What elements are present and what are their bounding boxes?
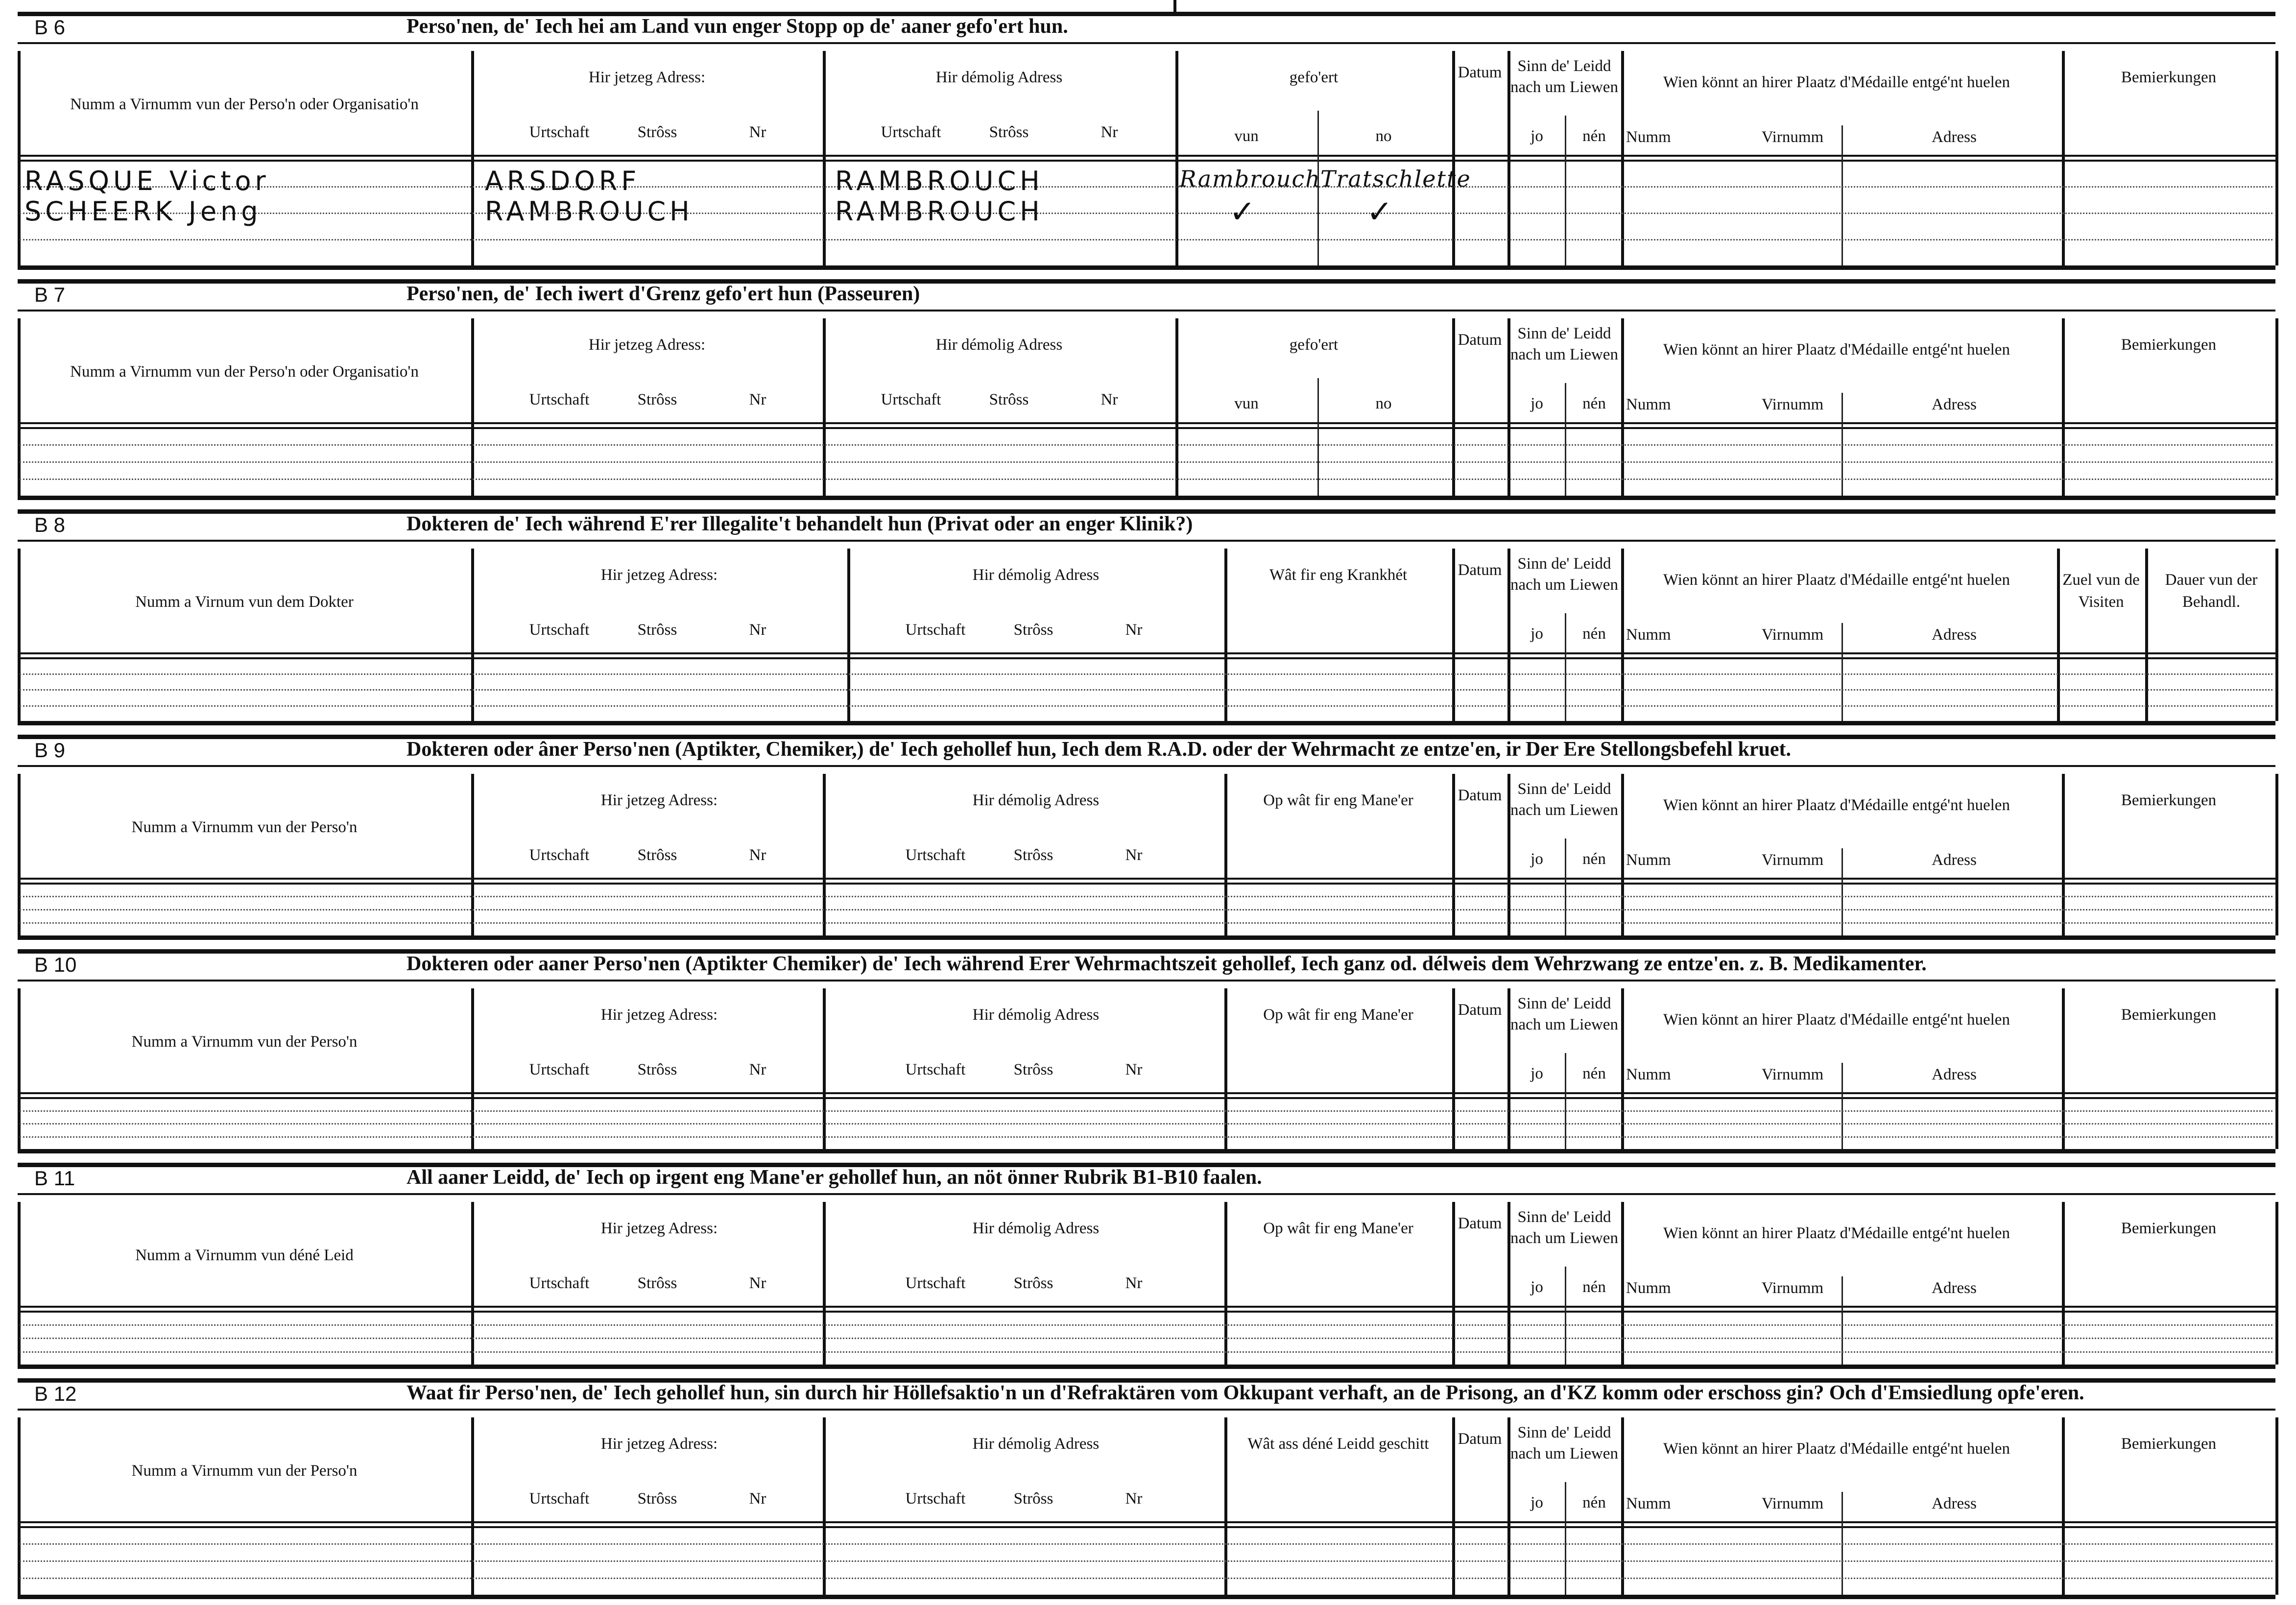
firstname-header: Virnumm <box>1761 1279 1824 1297</box>
column-divider <box>2062 988 2065 1149</box>
section-number: B 6 <box>34 16 66 39</box>
entry-row-line <box>20 186 2272 188</box>
column-divider <box>1175 51 1178 265</box>
middle-column-header: gefo'ert <box>1289 69 1339 86</box>
entry-name[interactable]: RASQUE Victor <box>24 166 270 196</box>
header-bottom-rule-2 <box>18 1097 2275 1099</box>
column-divider <box>2062 774 2065 935</box>
street-header: Strôss <box>1013 1274 1053 1292</box>
entry-row-line <box>20 444 2272 446</box>
address-header: Adress <box>1932 396 1977 413</box>
surname-header: Numm <box>1626 128 1671 146</box>
medal-header: Wien könnt an hirer Plaatz d'Médaille entgé'nt huelen <box>1663 1440 2010 1458</box>
entry-row-line <box>20 1560 2272 1562</box>
locality-header: Urtschaft <box>529 1061 590 1078</box>
section-title-rule <box>18 1409 2275 1411</box>
column-divider <box>1175 318 1178 496</box>
name-column-header: Numm a Virnumm vun der Perso'n oder Organisatio'n <box>70 96 419 113</box>
section-bottom-rule <box>18 265 2275 270</box>
street-header: Strôss <box>637 846 677 864</box>
medal-name-divider <box>1842 125 1843 265</box>
current-address-header: Hir jetzeg Adress: <box>588 336 706 354</box>
no-header: nén <box>1582 395 1606 412</box>
number-header: Nr <box>1125 621 1143 639</box>
to-header: no <box>1375 127 1392 145</box>
street-header: Strôss <box>637 1274 677 1292</box>
still-alive-header: Sinn de' Leidd nach um Liewen <box>1510 1208 1618 1247</box>
middle-column-header: Wât fir eng Krankhét <box>1269 566 1408 584</box>
section-title: All aaner Leidd, de' Iech op irgent eng Mane'er gehollef hun, an nöt önner Rubrik B1-B10 faalen. <box>407 1166 1262 1189</box>
number-header: Nr <box>749 1490 766 1508</box>
previous-address-header: Hir démolig Adress <box>972 791 1100 809</box>
still-alive-header: Sinn de' Leidd nach um Liewen <box>1510 57 1618 96</box>
surname-header: Numm <box>1626 851 1671 869</box>
locality-header: Urtschaft <box>881 123 941 141</box>
street-header: Strôss <box>1013 1061 1053 1078</box>
section-bottom-rule <box>18 935 2275 940</box>
remarks-header: Bemierkungen <box>2121 1220 2217 1237</box>
yes-header: jo <box>1531 1278 1543 1296</box>
date-header: Datum <box>1458 1430 1502 1448</box>
header-bottom-rule-2 <box>18 657 2275 659</box>
column-divider <box>2062 1417 2065 1595</box>
surname-header: Numm <box>1626 1066 1671 1083</box>
address-header: Adress <box>1932 1495 1977 1512</box>
still-alive-header: Sinn de' Leidd nach um Liewen <box>1510 995 1618 1033</box>
yes-header: jo <box>1531 395 1543 412</box>
entry-name[interactable]: SCHEERK Jeng <box>24 196 262 227</box>
entry-row-line <box>20 673 2272 675</box>
jo-nen-divider <box>1565 116 1566 265</box>
street-header: Strôss <box>1013 846 1053 864</box>
header-bottom-rule-2 <box>18 1311 2275 1313</box>
no-header: nén <box>1582 625 1606 643</box>
yes-header: jo <box>1531 1494 1543 1511</box>
top-crop-mark <box>1173 0 1176 13</box>
entry-previous-locality[interactable]: RAMBROUCH <box>835 166 1044 196</box>
medal-header: Wien könnt an hirer Plaatz d'Médaille entgé'nt huelen <box>1663 571 2010 589</box>
header-bottom-rule-2 <box>18 427 2275 429</box>
column-divider <box>1621 1417 1624 1595</box>
medal-header: Wien könnt an hirer Plaatz d'Médaille entgé'nt huelen <box>1663 796 2010 814</box>
previous-address-header: Hir démolig Adress <box>972 1220 1100 1237</box>
column-divider <box>2275 1202 2278 1365</box>
firstname-header: Virnumm <box>1761 1066 1824 1083</box>
column-divider <box>1224 1202 1227 1365</box>
locality-header: Urtschaft <box>529 391 590 408</box>
number-header: Nr <box>749 1274 766 1292</box>
surname-header: Numm <box>1626 396 1671 413</box>
firstname-header: Virnumm <box>1761 1495 1824 1512</box>
locality-header: Urtschaft <box>905 621 966 639</box>
date-header: Datum <box>1458 1215 1502 1232</box>
number-header: Nr <box>1125 1061 1143 1078</box>
previous-address-header: Hir démolig Adress <box>935 336 1063 354</box>
remarks-header: Bemierkungen <box>2121 791 2217 809</box>
medal-header: Wien könnt an hirer Plaatz d'Médaille entgé'nt huelen <box>1663 73 2010 91</box>
number-header: Nr <box>1100 123 1118 141</box>
column-divider <box>1224 549 1227 721</box>
header-bottom-rule <box>18 1521 2275 1523</box>
number-header: Nr <box>749 846 766 864</box>
column-divider <box>1621 318 1624 496</box>
column-divider <box>18 51 21 265</box>
name-column-header: Numm a Virnumm vun der Perso'n <box>131 818 358 836</box>
from-header: vun <box>1234 395 1259 412</box>
yes-header: jo <box>1531 850 1543 868</box>
medal-header: Wien könnt an hirer Plaatz d'Médaille entgé'nt huelen <box>1663 341 2010 359</box>
section-title: Waat fir Perso'nen, de' Iech gehollef hun, sin durch hir Höllefsaktio'n un d'Refraktären vom Okkupant verhaft, an de Prisong, an d'KZ komm oder erschoss gin? Och d'Emsiedlung opfe'eren. <box>407 1382 2084 1404</box>
name-column-header: Numm a Virnumm vun déné Leid <box>135 1246 354 1264</box>
section-title-rule <box>18 310 2275 311</box>
previous-address-header: Hir démolig Adress <box>972 566 1100 584</box>
name-column-header: Numm a Virnum vun dem Dokter <box>135 593 354 611</box>
section-title: Dokteren de' Iech während E'rer Illegalite't behandelt hun (Privat oder an enger Klinik?) <box>407 513 1193 535</box>
address-header: Adress <box>1932 1279 1977 1297</box>
street-header: Strôss <box>1013 621 1053 639</box>
section-bottom-rule <box>18 1595 2275 1599</box>
firstname-header: Virnumm <box>1761 626 1824 644</box>
firstname-header: Virnumm <box>1761 396 1824 413</box>
entry-row-line <box>20 896 2272 897</box>
entry-row-line <box>20 213 2272 214</box>
section-bottom-rule <box>18 1365 2275 1369</box>
section-title-rule <box>18 765 2275 767</box>
entry-row-line <box>20 909 2272 910</box>
column-divider <box>1621 51 1624 265</box>
middle-column-header: Op wât fir eng Mane'er <box>1263 1006 1413 1024</box>
current-address-header: Hir jetzeg Adress: <box>600 1006 718 1024</box>
entry-to[interactable]: Tratschlette <box>1320 166 1471 192</box>
column-divider <box>18 1417 21 1595</box>
header-bottom-rule <box>18 1306 2275 1308</box>
entry-row-line <box>20 479 2272 480</box>
entry-row-line <box>20 1543 2272 1545</box>
entry-row-line <box>20 1351 2272 1353</box>
number-header: Nr <box>749 391 766 408</box>
date-header: Datum <box>1458 64 1502 81</box>
number-header: Nr <box>749 621 766 639</box>
header-bottom-rule <box>18 652 2275 654</box>
section-number: B 9 <box>34 739 66 762</box>
name-column-header: Numm a Virnumm vun der Perso'n <box>131 1462 358 1480</box>
section-bottom-rule <box>18 1149 2275 1153</box>
street-header: Strôss <box>637 621 677 639</box>
number-header: Nr <box>1125 1274 1143 1292</box>
visits-header: Zuel vun de Visiten <box>2062 571 2140 611</box>
no-header: nén <box>1582 1494 1606 1511</box>
street-header: Strôss <box>637 391 677 408</box>
header-bottom-rule <box>18 422 2275 424</box>
jo-nen-divider <box>1565 613 1566 721</box>
column-divider <box>1224 988 1227 1149</box>
number-header: Nr <box>749 123 766 141</box>
surname-header: Numm <box>1626 1279 1671 1297</box>
still-alive-header: Sinn de' Leidd nach um Liewen <box>1510 555 1618 594</box>
locality-header: Urtschaft <box>529 846 590 864</box>
current-address-header: Hir jetzeg Adress: <box>588 69 706 86</box>
section-title-rule <box>18 42 2275 44</box>
surname-header: Numm <box>1626 626 1671 644</box>
still-alive-header: Sinn de' Leidd nach um Liewen <box>1510 780 1618 819</box>
middle-column-header: Wât ass déné Leidd geschitt <box>1247 1435 1429 1453</box>
yes-header: jo <box>1531 127 1543 145</box>
still-alive-header: Sinn de' Leidd nach um Liewen <box>1510 325 1618 363</box>
section-title-rule <box>18 980 2275 982</box>
still-alive-header: Sinn de' Leidd nach um Liewen <box>1510 1424 1618 1462</box>
header-bottom-rule <box>18 1092 2275 1094</box>
yes-header: jo <box>1531 1065 1543 1082</box>
column-divider <box>2275 774 2278 935</box>
locality-header: Urtschaft <box>905 1490 966 1508</box>
section-title: Dokteren oder âner Perso'nen (Aptikter, Chemiker,) de' Iech gehollef hun, Iech dem R.A.D. oder der Wehrmacht ze entze'en, ir Der Ere Stellongsbefehl kruet. <box>407 738 1791 761</box>
date-header: Datum <box>1458 561 1502 579</box>
section-title-rule <box>18 1193 2275 1195</box>
header-bottom-rule <box>18 155 2275 157</box>
column-divider <box>2275 1417 2278 1595</box>
vun-no-divider <box>1317 378 1319 496</box>
address-header: Adress <box>1932 1066 1977 1083</box>
locality-header: Urtschaft <box>881 391 941 408</box>
current-address-header: Hir jetzeg Adress: <box>600 791 718 809</box>
entry-row-line <box>20 1136 2272 1138</box>
previous-address-header: Hir démolig Adress <box>972 1435 1100 1453</box>
column-divider <box>1224 1417 1227 1595</box>
header-bottom-rule <box>18 878 2275 880</box>
jo-nen-divider <box>1565 1053 1566 1149</box>
entry-to[interactable]: ✓ <box>1366 194 1393 230</box>
column-divider <box>2062 1202 2065 1365</box>
locality-header: Urtschaft <box>529 1274 590 1292</box>
street-header: Strôss <box>989 123 1029 141</box>
no-header: nén <box>1582 127 1606 145</box>
street-header: Strôss <box>989 391 1029 408</box>
section-title-rule <box>18 540 2275 542</box>
section-top-rule <box>18 279 2275 284</box>
header-bottom-rule-2 <box>18 1526 2275 1528</box>
locality-header: Urtschaft <box>529 123 590 141</box>
entry-from[interactable]: ✓ <box>1229 194 1256 230</box>
locality-header: Urtschaft <box>905 1061 966 1078</box>
column-divider <box>18 774 21 935</box>
no-header: nén <box>1582 1278 1606 1296</box>
address-header: Adress <box>1932 626 1977 644</box>
jo-nen-divider <box>1565 1267 1566 1365</box>
section-number: B 11 <box>34 1167 75 1190</box>
section-top-rule <box>18 12 2275 16</box>
street-header: Strôss <box>637 1490 677 1508</box>
entry-row-line <box>20 461 2272 463</box>
current-address-header: Hir jetzeg Adress: <box>600 1220 718 1237</box>
firstname-header: Virnumm <box>1761 128 1824 146</box>
current-address-header: Hir jetzeg Adress: <box>600 1435 718 1453</box>
no-header: nén <box>1582 850 1606 868</box>
column-divider <box>1621 1202 1624 1365</box>
remarks-header: Bemierkungen <box>2121 69 2217 86</box>
column-divider <box>1621 549 1624 721</box>
remarks-header: Bemierkungen <box>2121 1006 2217 1024</box>
entry-row-line <box>20 705 2272 707</box>
locality-header: Urtschaft <box>905 1274 966 1292</box>
column-divider <box>2145 549 2148 721</box>
middle-column-header: gefo'ert <box>1289 336 1339 354</box>
column-divider <box>1621 988 1624 1149</box>
middle-column-header: Op wât fir eng Mane'er <box>1263 791 1413 809</box>
section-number: B 7 <box>34 283 66 306</box>
section-number: B 12 <box>34 1382 77 1405</box>
number-header: Nr <box>1125 1490 1143 1508</box>
entry-row-line <box>20 1324 2272 1326</box>
header-bottom-rule-2 <box>18 883 2275 885</box>
number-header: Nr <box>1100 391 1118 408</box>
entry-row-line <box>20 689 2272 691</box>
date-header: Datum <box>1458 1001 1502 1019</box>
current-address-header: Hir jetzeg Adress: <box>600 566 718 584</box>
column-divider <box>2062 318 2065 496</box>
column-divider <box>2275 51 2278 265</box>
section-title: Dokteren oder aaner Perso'nen (Aptikter Chemiker) de' Iech während Erer Wehrmachtszeit gehollef, Iech ganz od. délweis dem Wehrzwang ze entze'en. z. B. Medikamenter. <box>407 953 1927 975</box>
column-divider <box>2275 318 2278 496</box>
column-divider <box>2275 549 2278 721</box>
locality-header: Urtschaft <box>529 621 590 639</box>
street-header: Strôss <box>1013 1490 1053 1508</box>
header-bottom-rule-2 <box>18 160 2275 162</box>
column-divider <box>2275 988 2278 1149</box>
name-column-header: Numm a Virnumm vun der Perso'n oder Organisatio'n <box>70 363 419 381</box>
date-header: Datum <box>1458 787 1502 804</box>
firstname-header: Virnumm <box>1761 851 1824 869</box>
address-header: Adress <box>1932 128 1977 146</box>
jo-nen-divider <box>1565 838 1566 935</box>
section-title: Perso'nen, de' Iech hei am Land vun enger Stopp op de' aaner gefo'ert hun. <box>407 15 1068 38</box>
number-header: Nr <box>749 1061 766 1078</box>
middle-column-header: Op wât fir eng Mane'er <box>1263 1220 1413 1237</box>
entry-from[interactable]: Rambrouch <box>1179 166 1321 192</box>
section-bottom-rule <box>18 496 2275 500</box>
column-divider <box>18 988 21 1149</box>
entry-current-locality[interactable]: ARSDORF <box>485 166 641 196</box>
date-header: Datum <box>1458 331 1502 349</box>
column-divider <box>18 549 21 721</box>
entry-row-line <box>20 1578 2272 1579</box>
column-divider <box>1224 774 1227 935</box>
number-header: Nr <box>1125 846 1143 864</box>
from-header: vun <box>1234 127 1259 145</box>
entry-previous-locality[interactable]: RAMBROUCH <box>835 196 1044 227</box>
previous-address-header: Hir démolig Adress <box>935 69 1063 86</box>
name-column-header: Numm a Virnumm vun der Perso'n <box>131 1033 358 1051</box>
entry-row-line <box>20 239 2272 240</box>
section-bottom-rule <box>18 721 2275 725</box>
entry-current-locality[interactable]: RAMBROUCH <box>485 196 694 227</box>
no-header: nén <box>1582 1065 1606 1082</box>
medal-header: Wien könnt an hirer Plaatz d'Médaille entgé'nt huelen <box>1663 1224 2010 1242</box>
duration-header: Dauer vun der Behandl. <box>2165 571 2258 611</box>
medal-header: Wien könnt an hirer Plaatz d'Médaille entgé'nt huelen <box>1663 1011 2010 1029</box>
entry-row-line <box>20 1110 2272 1112</box>
entry-row-line <box>20 922 2272 924</box>
address-header: Adress <box>1932 851 1977 869</box>
section-number: B 10 <box>34 953 77 976</box>
surname-header: Numm <box>1626 1495 1671 1512</box>
locality-header: Urtschaft <box>905 846 966 864</box>
section-title: Perso'nen, de' Iech iwert d'Grenz gefo'ert hun (Passeuren) <box>407 283 920 305</box>
yes-header: jo <box>1531 625 1543 643</box>
column-divider <box>18 1202 21 1365</box>
column-divider <box>18 318 21 496</box>
street-header: Strôss <box>637 1061 677 1078</box>
to-header: no <box>1375 395 1392 412</box>
street-header: Strôss <box>637 123 677 141</box>
section-number: B 8 <box>34 513 66 536</box>
entry-row-line <box>20 1338 2272 1339</box>
previous-address-header: Hir démolig Adress <box>972 1006 1100 1024</box>
entry-row-line <box>20 1123 2272 1125</box>
remarks-header: Bemierkungen <box>2121 336 2217 354</box>
remarks-header: Bemierkungen <box>2121 1435 2217 1453</box>
column-divider <box>2062 51 2065 265</box>
locality-header: Urtschaft <box>529 1490 590 1508</box>
column-divider <box>1621 774 1624 935</box>
